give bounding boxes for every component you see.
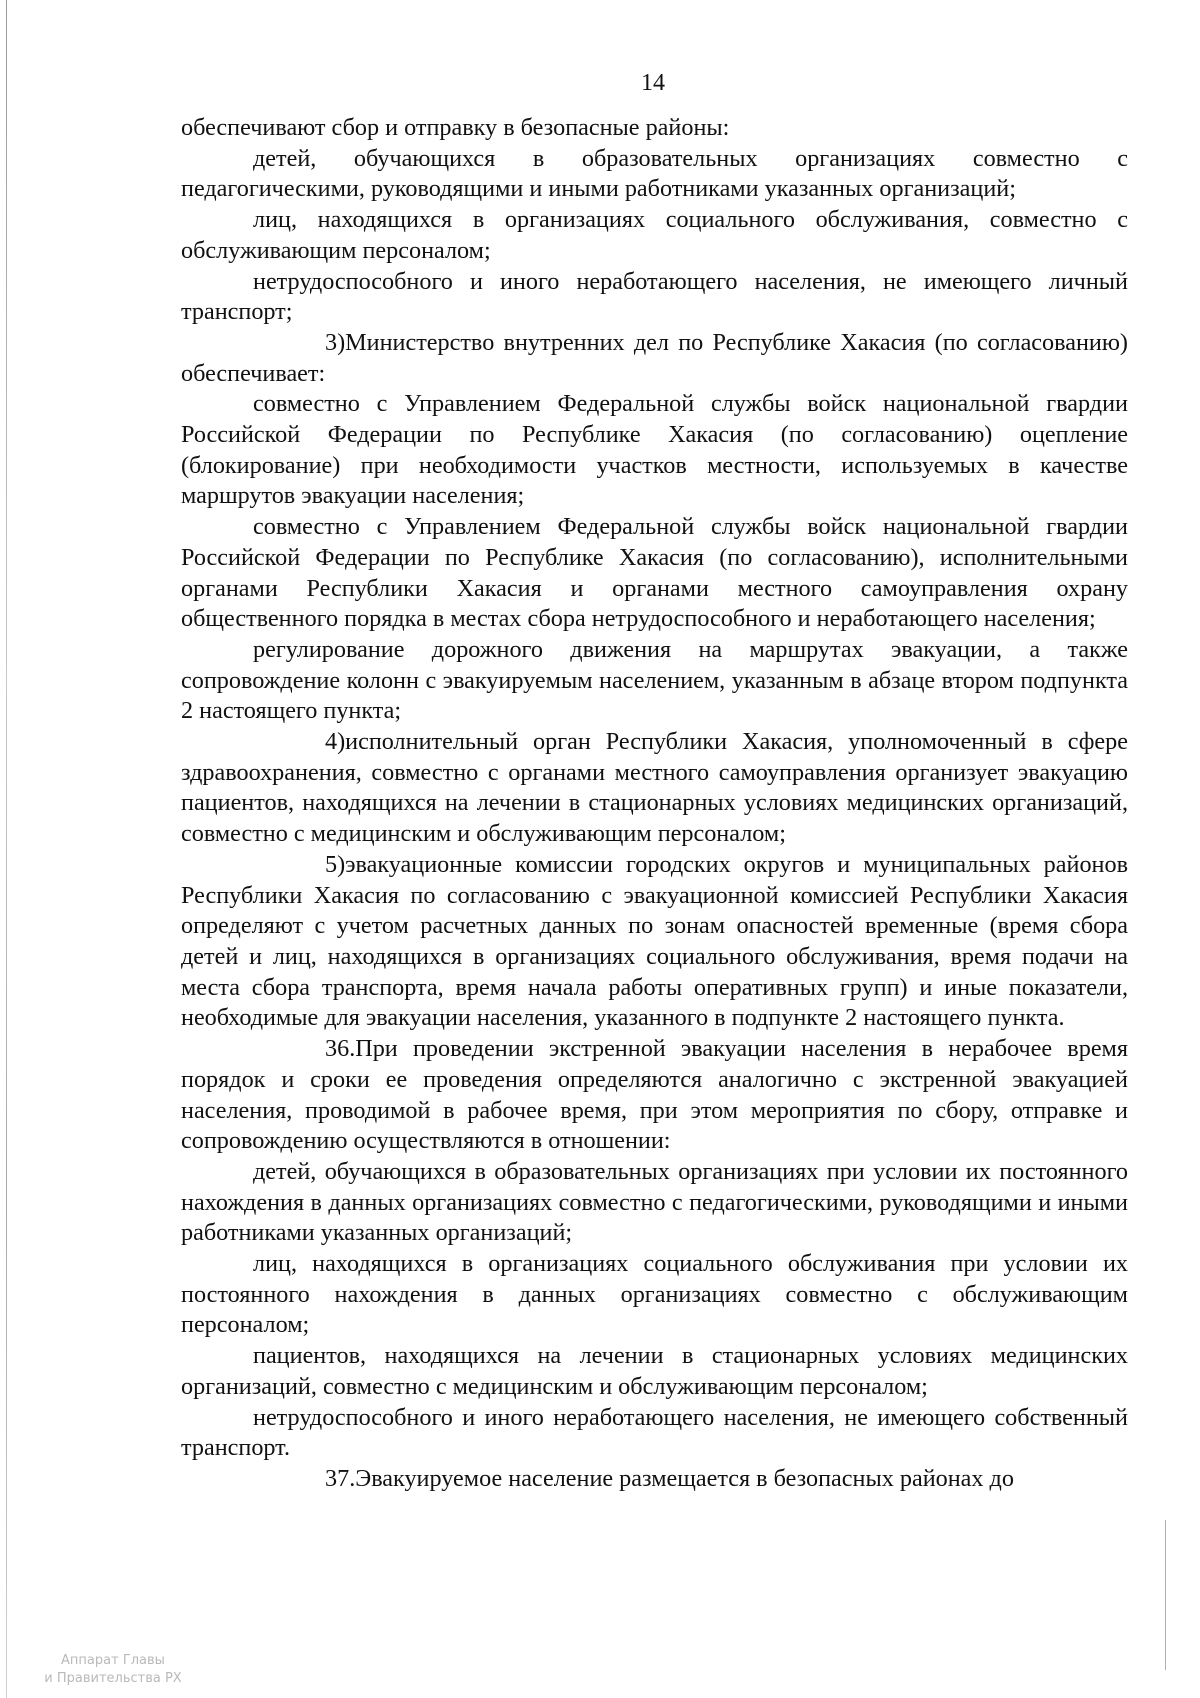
paragraph-text: Министерство внутренних дел по Республике Хакасия (по согласованию) обеспечивает: (181, 328, 1128, 387)
paragraph (181, 512, 1128, 635)
paragraph (181, 635, 1128, 727)
paragraph-text: лиц, находящихся в организациях социального обслуживания при условии их постоянного нахождения в данных организациях совместно с обслуживающим персоналом; (181, 1250, 1128, 1339)
paragraph (181, 727, 1128, 850)
item-number: 3) (325, 328, 346, 356)
paragraph (181, 389, 1128, 512)
page-number: 14 (641, 70, 665, 96)
item-number: 37. (325, 1464, 356, 1492)
paragraph (181, 205, 1128, 266)
item-number: 5) (325, 850, 346, 878)
paragraph (181, 328, 1128, 389)
item-number: 36. (325, 1035, 356, 1063)
scan-right-edge (1165, 1520, 1166, 1670)
paragraph-text: При проведении экстренной эвакуации населения в нерабочее время порядок и сроки ее проведения определяются аналогично с экстренной эвакуацией населения, проводимой в рабочее время, при этом мероприятия по сбору, отправке и сопровождению осуществляются в отношении: (181, 1035, 1128, 1155)
item-number: 4) (325, 728, 346, 756)
stamp-line-1: Аппарат Главы (61, 1653, 165, 1668)
paragraph-text: Эвакуируемое население размещается в безопасных районах до (355, 1464, 1014, 1492)
paragraph (181, 1157, 1128, 1249)
paragraph-text: совместно с Управлением Федеральной службы войск национальной гвардии Российской Федерации по Республике Хакасия (по согласованию), исполнительными органами Республики Хакасия и органами местного самоуправления охрану общественного порядка в местах сбора нетрудоспособного и неработающего населения; (181, 513, 1128, 633)
paragraph-text: совместно с Управлением Федеральной службы войск национальной гвардии Российской Федерации по Республике Хакасия (по согласованию) оцепление (блокирование) при необходимости участков местности, используемых в качестве маршрутов эвакуации населения; (181, 390, 1128, 510)
paragraph-text: нетрудоспособного и иного неработающего населения, не имеющего личный транспорт; (181, 267, 1128, 326)
paragraph-text: регулирование дорожного движения на маршрутах эвакуации, а также сопровождение колонн с эвакуируемым населением, указанным в абзаце втором подпункта 2 настоящего пункта; (181, 635, 1128, 725)
paragraph (181, 144, 1128, 205)
paragraph-text: лиц, находящихся в организациях социального обслуживания, совместно с обслуживающим персоналом; (181, 206, 1128, 264)
paragraph-text: пациентов, находящихся на лечении в стационарных условиях медицинских организаций, совместно с медицинским и обслуживающим персоналом; (181, 1342, 1128, 1400)
paragraph-text: эвакуационные комиссии городских округов и муниципальных районов Республики Хакасия по согласованию с эвакуационной комиссией Республики Хакасия определяют с учетом расчетных данных по зонам опасностей временные (время сбора детей и лиц, находящихся в организациях социального обслуживания, время подачи на места сбора транспорта, время начала работы оперативных групп) и иные показатели, необходимые для эвакуации населения, указанного в подпункте 2 настоящего пункта. (181, 850, 1128, 1032)
paragraph (181, 1341, 1128, 1402)
paragraph-text: детей, обучающихся в образовательных организациях совместно с педагогическими, руководящими и иными работниками указанных организаций; (181, 144, 1128, 203)
document-body (181, 113, 1128, 1495)
paragraph (181, 1464, 1128, 1495)
paragraph-text: нетрудоспособного и иного неработающего населения, не имеющего собственный транспорт. (181, 1403, 1128, 1462)
paragraph-text: обеспечивают сбор и отправку в безопасные районы: (181, 114, 730, 141)
paragraph (181, 1034, 1128, 1157)
paragraph (181, 267, 1128, 328)
stamp-line-2: и Правительства РХ (44, 1671, 182, 1686)
paragraph (181, 1403, 1128, 1464)
paragraph (181, 850, 1128, 1034)
paragraph (181, 1249, 1128, 1341)
paragraph-text: исполнительный орган Республики Хакасия, уполномоченный в сфере здравоохранения, совместно с органами местного самоуправления организует эвакуацию пациентов, находящихся на лечении в стационарных условиях медицинских организаций, совместно с медицинским и обслуживающим персоналом; (181, 728, 1128, 848)
paragraph (181, 113, 1128, 144)
paragraph-text: детей, обучающихся в образовательных организациях при условии их постоянного нахождения в данных организациях совместно с педагогическими, руководящими и иными работниками указанных организаций; (181, 1157, 1128, 1247)
scan-left-edge (6, 0, 7, 1698)
office-stamp (38, 1652, 188, 1688)
